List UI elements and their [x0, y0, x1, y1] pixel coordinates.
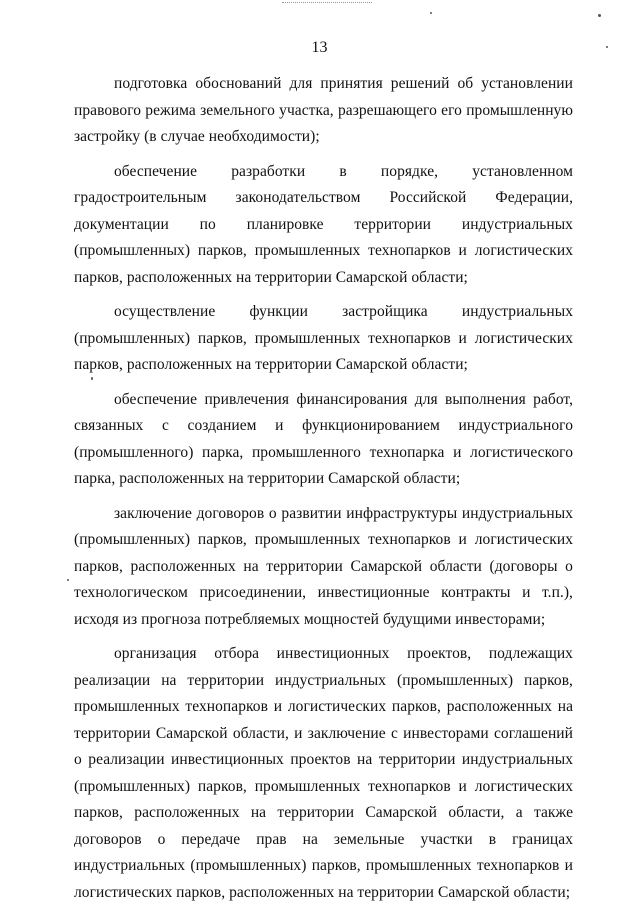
paragraph: осуществление функции застройщика индустриальных (промышленных) парков, промышленных технопарков и логистических парков, расположенных на территории Самарской области;: [74, 303, 573, 373]
scan-speck: [67, 579, 69, 581]
scan-top-edge-mark: [282, 2, 372, 3]
page-number: 13: [311, 39, 328, 56]
scan-speck: [430, 12, 432, 14]
paragraph: заключение договоров о развитии инфраструктуры индустриальных (промышленных) парков, промышленных технопарков и логистических парков, расположенных на территории Самарской области (договоры о технологическом присоединении, инвестиционные контракты и т.п.), исходя из прогноза потребляемых мощностей будущими инвесторами;: [74, 504, 573, 628]
document-body: [74, 71, 573, 914]
paragraph: организация отбора инвестиционных проектов, подлежащих реализации на территории индустриальных (промышленных) парков, промышленных технопарков и логистических парков, расположенных на территории Самарской области, и заключение с инвесторами соглашений о реализации инвестиционных проектов на территории индустриальных (промышленных) парков, промышленных технопарков и логистических парков, расположенных на территории Самарской области, а также договоров о передаче прав на земельные участки в границах индустриальных (промышленных) парков, промышленных технопарков и логистических парков, расположенных на территории Самарской области;: [74, 645, 573, 901]
paragraph: обеспечение привлечения финансирования для выполнения работ, связанных с созданием и функционированием индустриального (промышленного) парка, промышленного технопарка и логистического парка, расположенных на территории Самарской области;: [74, 390, 573, 487]
scan-speck: [598, 14, 601, 17]
paragraph: подготовка обоснований для принятия решений об установлении правового режима земельного участка, разрешающего его промышленную застройку (в случае необходимости);: [74, 75, 573, 145]
paragraph: обеспечение разработки в порядке, установленном градостроительным законодательством Российской Федерации, документации по планировке территории индустриальных (промышленных) парков, промышленных технопарков и логистических парков, расположенных на территории Самарской области;: [74, 162, 573, 286]
